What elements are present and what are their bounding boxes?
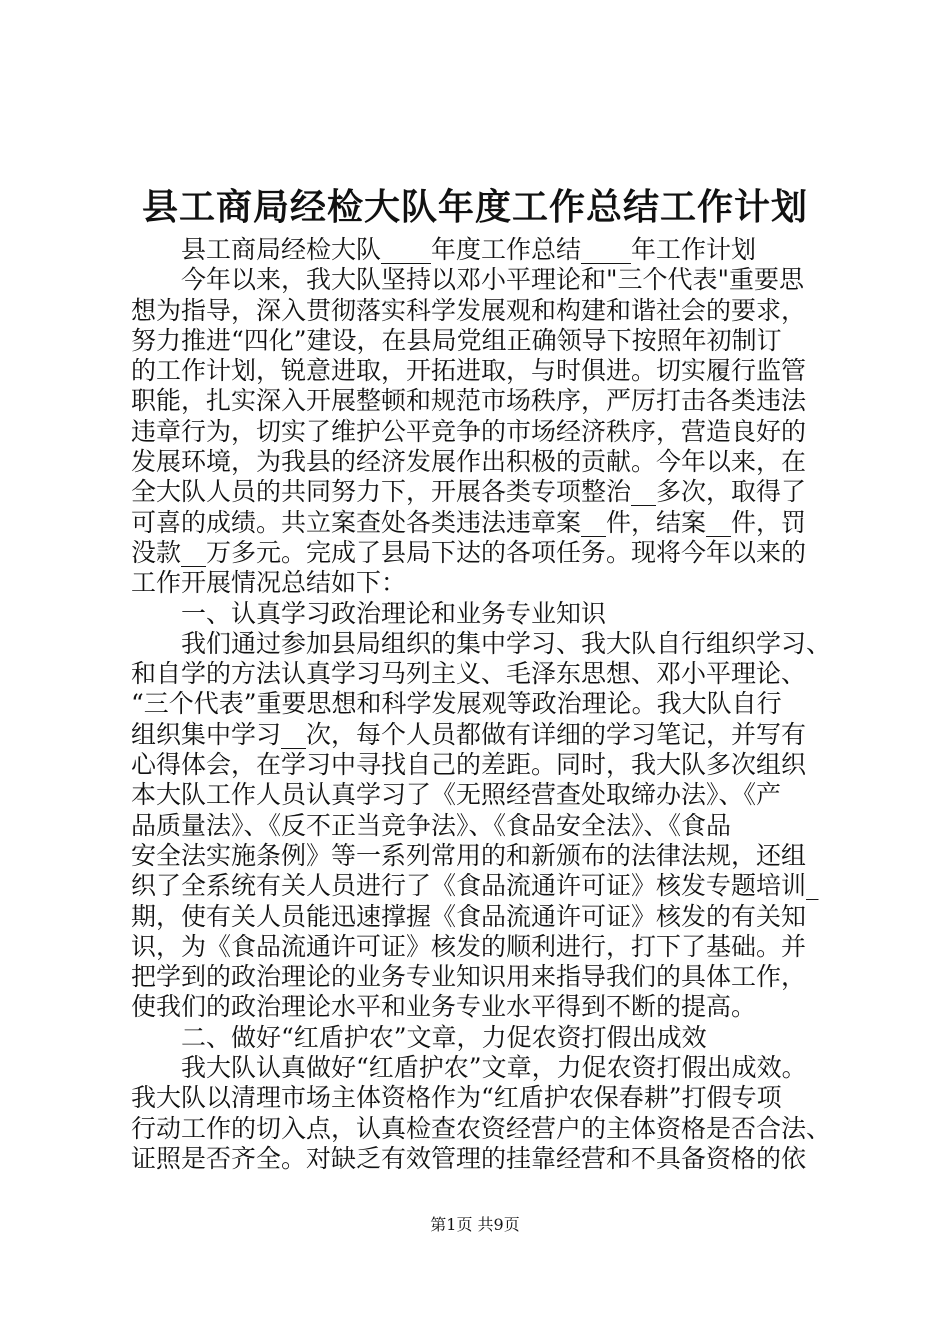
paragraph-line: 期，使有关人员能迅速撑握《食品流通许可证》核发的有关知	[131, 901, 807, 931]
paragraph-line: 全大队人员的共同努力下，开展各类专项整治__多次，取得了	[131, 477, 807, 507]
paragraph-line: 行动工作的切入点，认真检查农资经营户的主体资格是否合法、	[131, 1113, 832, 1143]
paragraph-line: 安全法实施条例》等一系列常用的和新颁布的法律法规，还组	[131, 840, 807, 870]
paragraph-line: 我大队以清理市场主体资格作为“红盾护农保春耕”打假专项	[131, 1083, 782, 1113]
paragraph-line: 使我们的政治理论水平和业务专业水平得到不断的提高。	[131, 992, 757, 1022]
paragraph-line: 心得体会，在学习中寻找自己的差距。同时，我大队多次组织	[131, 750, 807, 780]
paragraph-line: 的工作计划，锐意进取，开拓进取，与时俱进。切实履行监管	[131, 356, 807, 386]
paragraph-line: 违章行为，切实了维护公平竞争的市场经济秩序，营造良好的	[131, 416, 807, 446]
document-body	[131, 235, 851, 1174]
paragraph-line: 想为指导，深入贯彻落实科学发展观和构建和谐社会的要求，	[131, 295, 807, 325]
paragraph-line: 证照是否齐全。对缺乏有效管理的挂靠经营和不具备资格的依	[131, 1143, 807, 1173]
paragraph-line: 织了全系统有关人员进行了《食品流通许可证》核发专题培训_	[131, 871, 819, 901]
paragraph-line: 识，为《食品流通许可证》核发的顺利进行，打下了基础。并	[131, 931, 807, 961]
section-heading: 一、认真学习政治理论和业务专业知识	[181, 598, 607, 628]
paragraph-line: 本大队工作人员认真学习了《无照经营查处取缔办法》、《产	[131, 780, 782, 810]
paragraph-line: 可喜的成绩。共立案查处各类违法违章案__件，结案__件，罚	[131, 507, 807, 537]
paragraph-line: 发展环境，为我县的经济发展作出积极的贡献。今年以来，在	[131, 447, 807, 477]
subtitle-line: 县工商局经检大队____年度工作总结____年工作计划	[181, 235, 757, 264]
paragraph-line: 我们通过参加县局组织的集中学习、我大队自行组织学习、	[181, 628, 832, 658]
paragraph-line: 努力推进“四化”建设，在县局党组正确领导下按照年初制订	[131, 325, 782, 355]
paragraph-line: “三个代表”重要思想和科学发展观等政治理论。我大队自行	[131, 689, 782, 719]
paragraph-line: 我大队认真做好“红盾护农”文章，力促农资打假出成效。	[181, 1053, 807, 1083]
section-heading: 二、做好“红盾护农”文章，力促农资打假出成效	[181, 1022, 707, 1052]
paragraph-line: 没款__万多元。完成了县局下达的各项任务。现将今年以来的	[131, 537, 807, 567]
document-title: 县工商局经检大队年度工作总结工作计划	[141, 186, 808, 228]
paragraph-line: 组织集中学习__次，每个人员都做有详细的学习笔记，并写有	[131, 719, 807, 749]
paragraph-line: 把学到的政治理论的业务专业知识用来指导我们的具体工作，	[131, 962, 807, 992]
page-footer: 第1页 共9页	[430, 1215, 520, 1234]
paragraph-line: 职能，扎实深入开展整顿和规范市场秩序，严厉打击各类违法	[131, 386, 807, 416]
paragraph-line: 品质量法》、《反不正当竞争法》、《食品安全法》、《食品	[131, 810, 732, 840]
paragraph-line: 今年以来，我大队坚持以邓小平理论和"三个代表"重要思	[181, 265, 805, 295]
paragraph-line: 和自学的方法认真学习马列主义、毛泽东思想、邓小平理论、	[131, 659, 807, 689]
paragraph-line: 工作开展情况总结如下：	[131, 568, 407, 598]
